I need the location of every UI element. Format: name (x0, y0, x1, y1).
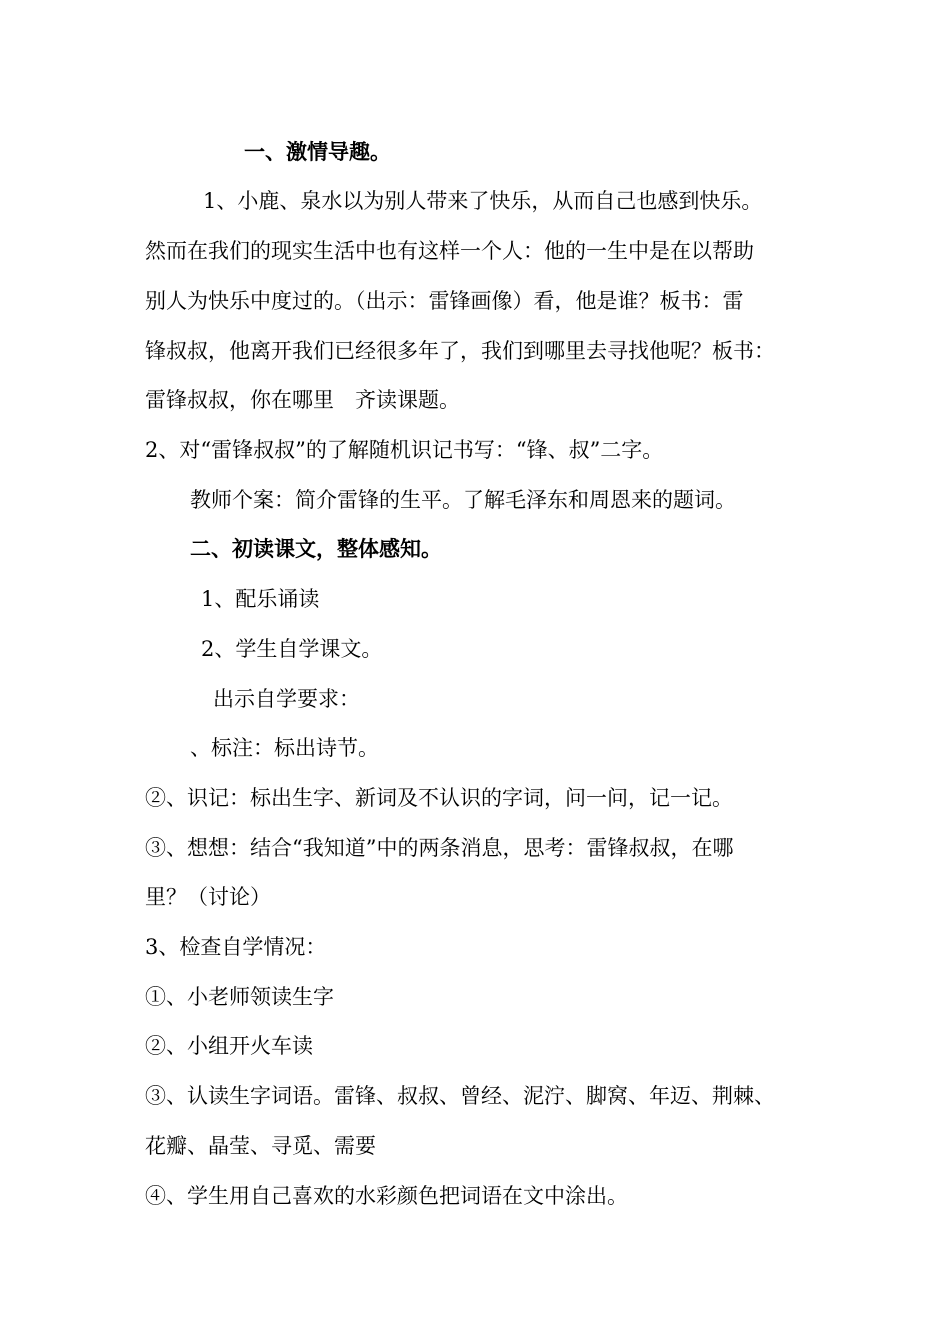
teacher-note: 教师个案：简介雷锋的生平。了解毛泽东和周恩来的题词。 (190, 488, 736, 512)
paragraph-line: 1、小鹿、泉水以为别人带来了快乐，从而自己也感到快乐。 (203, 189, 763, 213)
requirement-item: 、标注：标出诗节。 (190, 736, 379, 760)
requirement-item: 里？（讨论） (145, 885, 271, 909)
list-item: 2、对“雷锋叔叔”的了解随机识记书写：“锋、叔”二字。 (145, 438, 664, 462)
section-heading-2: 二、初读课文，整体感知。 (190, 536, 442, 561)
list-item: 1、配乐诵读 (201, 587, 320, 611)
paragraph-line: 然而在我们的现实生活中也有这样一个人：他的一生中是在以帮助 (145, 239, 754, 263)
check-item: ①、小老师领读生字 (145, 985, 334, 1009)
list-item: 2、学生自学课文。 (201, 637, 383, 661)
paragraph-line: 雷锋叔叔，你在哪里 齐读课题。 (145, 388, 460, 412)
check-item: ④、学生用自己喜欢的水彩颜色把词语在文中涂出。 (145, 1184, 628, 1208)
requirement-item: ③、想想：结合“我知道”中的两条消息，思考：雷锋叔叔，在哪 (145, 836, 734, 860)
check-item: 花瓣、晶莹、寻觅、需要 (145, 1134, 376, 1158)
paragraph-line: 别人为快乐中度过的。（出示：雷锋画像）看，他是谁？板书：雷 (145, 289, 744, 313)
section-heading-1: 一、激情导趣。 (244, 139, 391, 164)
requirement-item: ②、识记：标出生字、新词及不认识的字词，问一问，记一记。 (145, 786, 733, 810)
list-item: 3、检查自学情况： (145, 935, 327, 959)
paragraph-line: 锋叔叔，他离开我们已经很多年了，我们到哪里去寻找他呢？板书： (145, 339, 775, 363)
check-item: ③、认读生字词语。雷锋、叔叔、曾经、泥泞、脚窝、年迈、荆棘、 (145, 1084, 775, 1108)
requirements-title: 出示自学要求： (213, 687, 360, 711)
check-item: ②、小组开火车读 (145, 1034, 313, 1058)
